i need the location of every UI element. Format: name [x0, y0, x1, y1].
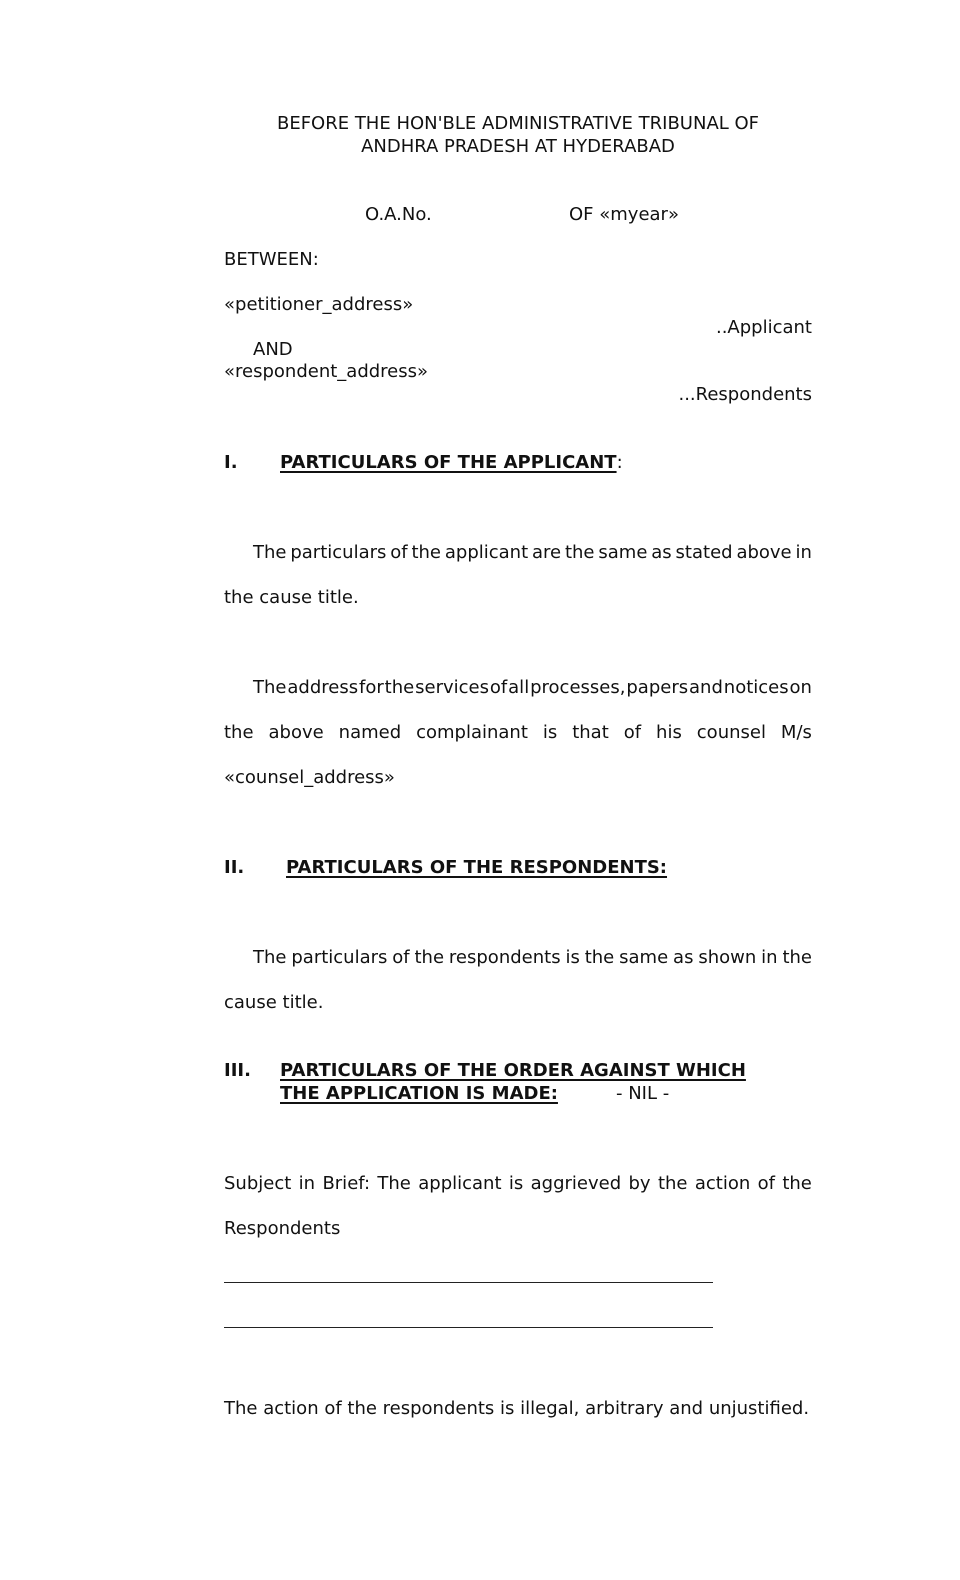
word: the	[584, 947, 615, 968]
word: is	[542, 722, 558, 743]
blank-line-1	[224, 1282, 713, 1283]
conclusion-text: The action of the respondents is illegal, arbitrary and unjustified.	[224, 1398, 810, 1419]
section-3-nil: - NIL -	[616, 1083, 670, 1104]
word: counsel	[696, 722, 766, 743]
word: the	[782, 947, 812, 968]
word: the	[657, 1173, 688, 1194]
word: of	[392, 947, 410, 968]
word: above	[736, 542, 792, 563]
word: as	[673, 947, 694, 968]
respondent-address: «respondent_address»	[224, 361, 429, 382]
word: complainant	[416, 722, 528, 743]
word: on	[789, 677, 812, 698]
word: The	[253, 677, 287, 698]
word: of	[489, 677, 508, 698]
word: the	[782, 1173, 812, 1194]
word: the	[384, 677, 415, 698]
word: action	[694, 1173, 751, 1194]
case-number-label: O.A.No.	[365, 204, 432, 225]
section-2-para-line-2: cause title.	[224, 992, 324, 1013]
word: is	[508, 1173, 524, 1194]
word: processes,	[530, 677, 626, 698]
applicant-label: ..Applicant	[715, 317, 812, 338]
section-1-heading	[224, 452, 623, 474]
subject-line-2: Respondents	[224, 1218, 341, 1239]
word: papers	[626, 677, 689, 698]
word: applicant	[418, 1173, 502, 1194]
section-1-para-2-line-2	[224, 722, 812, 744]
word: his	[656, 722, 682, 743]
word: same	[619, 947, 669, 968]
word: by	[628, 1173, 651, 1194]
word: aggrieved	[530, 1173, 622, 1194]
word: all	[508, 677, 530, 698]
section-3-title-line-2: THE APPLICATION IS MADE:	[280, 1083, 558, 1104]
word: stated	[675, 542, 733, 563]
court-title-line-2: ANDHRA PRADESH AT HYDERABAD	[361, 136, 675, 157]
section-3-number: III.	[224, 1060, 251, 1081]
word: in	[761, 947, 778, 968]
section-1-para-1-line-1	[253, 542, 812, 564]
word: services	[415, 677, 489, 698]
word: the	[564, 542, 595, 563]
word: in	[795, 542, 812, 563]
section-2-title: PARTICULARS OF THE RESPONDENTS:	[286, 857, 668, 878]
word: Brief:	[322, 1173, 371, 1194]
word: the	[414, 947, 445, 968]
word: for	[359, 677, 384, 698]
section-1-para-2-line-1	[253, 677, 812, 699]
word: notices	[723, 677, 789, 698]
word: as	[651, 542, 672, 563]
word: address	[287, 677, 359, 698]
section-1-number: I.	[224, 452, 238, 473]
section-3-heading-line-2	[280, 1083, 558, 1105]
section-1-colon: :	[616, 452, 623, 473]
word: named	[338, 722, 402, 743]
word: shown	[698, 947, 757, 968]
word: above	[268, 722, 324, 743]
counsel-address: «counsel_address»	[224, 767, 395, 788]
and-label: AND	[253, 339, 293, 360]
word: particulars	[291, 947, 388, 968]
word: M/s	[780, 722, 812, 743]
word: The	[377, 1173, 411, 1194]
word: applicant	[444, 542, 529, 563]
word: The	[253, 542, 287, 563]
word: same	[598, 542, 648, 563]
section-2-heading	[224, 857, 667, 879]
word: respondents	[448, 947, 561, 968]
word: Subject	[224, 1173, 292, 1194]
word: are	[532, 542, 562, 563]
section-3-title-line-1: PARTICULARS OF THE ORDER AGAINST WHICH	[280, 1060, 746, 1081]
subject-line-1	[224, 1173, 812, 1195]
word: the	[411, 542, 441, 563]
case-year: OF «myear»	[569, 204, 679, 225]
word: and	[689, 677, 723, 698]
respondents-label: ...Respondents	[678, 384, 812, 405]
blank-line-2	[224, 1327, 713, 1328]
section-1-para-1-line-2: the cause title.	[224, 587, 359, 608]
word: of	[390, 542, 408, 563]
section-1-title: PARTICULARS OF THE APPLICANT	[280, 452, 617, 473]
word: of	[757, 1173, 775, 1194]
word: The	[253, 947, 287, 968]
word: that	[572, 722, 609, 743]
word: the	[224, 722, 254, 743]
word: in	[298, 1173, 316, 1194]
petitioner-address: «petitioner_address»	[224, 294, 414, 315]
section-2-para-line-1	[253, 947, 812, 969]
word: particulars	[290, 542, 387, 563]
word: of	[623, 722, 642, 743]
court-title-line-1: BEFORE THE HON'BLE ADMINISTRATIVE TRIBUNAL OF	[276, 113, 760, 134]
word: is	[565, 947, 580, 968]
section-2-number: II.	[224, 857, 245, 878]
section-3-heading-line-1	[224, 1060, 746, 1082]
between-label: BETWEEN:	[224, 249, 319, 270]
